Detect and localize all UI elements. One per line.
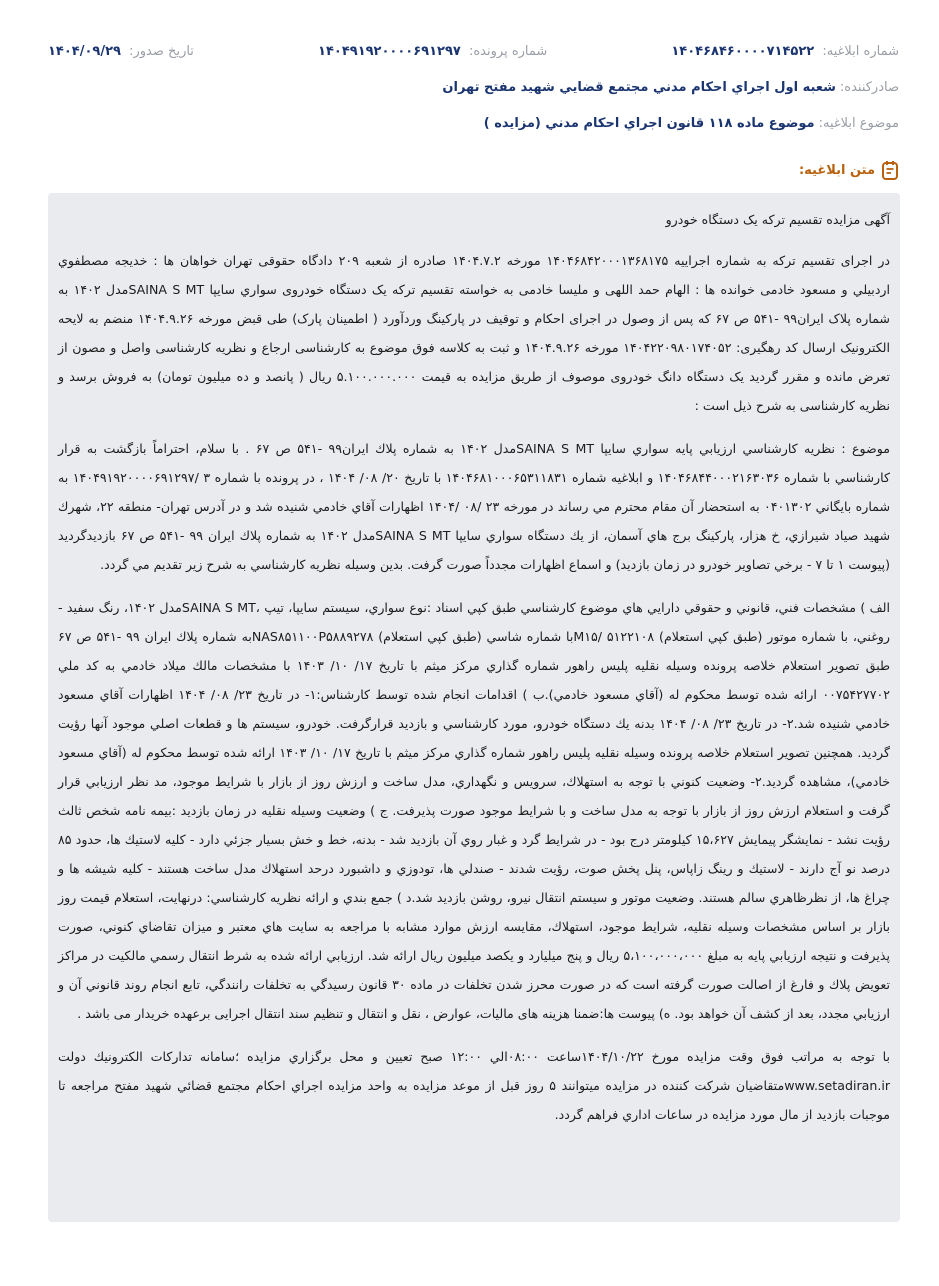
subject-row (48, 116, 899, 131)
notice-paragraph: موضوع : نظريه كارشناسي ارزيابي پايه سواري سايپا SAINA S MTمدل ۱۴۰۲ به شماره پلاك ايران۹۹ -۵۴۱ ص ۶۷ . با سلام، احتراماً بازگشت به قرار كارشناسي با شماره ۱۴۰۴۶۸۴۴۰۰۰۲۱۶۳۰۳۶ و ابلاغيه شماره ۱۴۰۴۶۸۱۰۰۰۶۵۳۱۱۸۳۱ با تاريخ ۲۰/ ۰۸/ ۱۴۰۴ ، در پرونده با شماره ۳ /۱۴۰۴۹۱۹۲۰۰۰۰۶۹۱۲۹۷ به شماره بايگاني ۰۴۰۱۳۰۲ به استحضار آن مقام محترم مي رساند در مورخه ۲۳ /۰۸ /۱۴۰۴ اظهارات آقاي خادمي شنيده شد و در آدرس تهران- منطقه ۲۲، شهرك شهيد صياد شيرازي، خ هزار، پاركينگ برج هاي آسمان، از يك دستگاه سواري سايپا SAINA S MTمدل ۱۴۰۲ به شماره پلاك ايران ۹۹ -۵۴۱ ص ۶۷ بازديدگرديد (پيوست ۱ تا ۷ - برخي تصاوير خودرو در زمان بازديد) و اسماع اظهارات مجدداً صورت گرفت. بدين وسيله نظريه كارشناسي به شرح زير تقديم مي گردد. (58, 441, 890, 572)
notice-number-label: شماره ابلاغیه: (822, 44, 899, 59)
case-number-label: شماره پرونده: (468, 44, 548, 59)
notice-text-body (48, 193, 900, 1222)
case-number (318, 44, 547, 59)
case-number-value: ۱۴۰۴۹۱۹۲۰۰۰۰۶۹۱۲۹۷ (318, 44, 461, 59)
notice-paragraph: با توجه به مراتب فوق وقت مزايده مورخ ۱۴۰۴/۱۰/۲۲ساعت ۰۸:۰۰الي ۱۲:۰۰ صبح تعيين و محل برگزاري مزايده ؛سامانه تداركات الكترونيك دولت www.setadiran.irمتقاضيان شركت كننده در مزايده ميتوانند ۵ روز قبل از موعد مزايده به واحد مزايده اجراي احكام مجتمع قضائي شهيد مفتح مراجعه تا موجبات بازديد از مال مورد مزايده در ساعات اداري فراهم گردد. (58, 1049, 891, 1122)
subject-value: موضوع ماده ۱۱۸ قانون اجراي احكام مدني (مزايده ) (483, 116, 815, 131)
issuer-label: صادرکننده: (839, 80, 899, 95)
notice-meta-row (48, 44, 899, 59)
issue-date (48, 44, 194, 59)
issuer-value: شعبه اول اجراي احكام مدني مجتمع قضايي شهيد مفتح تهران (442, 80, 836, 95)
notice-text-title: متن ابلاغیه: (798, 162, 875, 178)
notepad-icon (881, 160, 899, 180)
notice-number (671, 44, 899, 59)
issue-date-value: ۱۴۰۴/۰۹/۲۹ (48, 44, 121, 59)
notice-text-heading (799, 160, 899, 180)
notice-paragraph: الف ) مشخصات فني، قانوني و حقوقي دارايي هاي موضوع كارشناسي طبق كپي اسناد :نوع سواري، سيستم سايپا، تيپ ،SAINA S MTمدل ۱۴۰۲، رنگ سفيد - روغني، با شماره موتور (طبق كپي استعلام) M۱۵/ ۵۱۲۲۱۰۸با شماره شاسي (طبق كپي استعلام) NAS۸۵۱۱۰۰P۵۸۸۹۲۷۸به شماره پلاك ايران ۹۹ -۵۴۱ ص ۶۷ طبق تصوير استعلام خلاصه پرونده وسيله نقليه پليس راهور شماره گذاري مركز ميثم با تاريخ ۱۷/ ۱۰/ ۱۴۰۳ با مشخصات مالك ميلاد خادمي به كد ملي ۰۰۷۵۴۲۷۷۰۲ ارائه شده توسط محكوم له (آقاي مسعود خادمي).ب ) اقدامات انجام شده توسط كارشناس:۱- در تاريخ ۲۳/ ۰۸/ ۱۴۰۴ اظهارات آقاي مسعود خادمي شنيده شد.۲- در تاريخ ۲۳/ ۰۸/ ۱۴۰۴ بدنه يك دستگاه خودرو، مورد كارشناسي و بازديد قرارگرفت. خودرو، سيستم ها و قطعات اصلي موجود آنها رؤيت گرديد. همچنين تصوير استعلام خلاصه پرونده وسيله نقليه پليس راهور شماره گذاري مركز ميثم با تاريخ ۱۷/ ۱۰/ ۱۴۰۳ ارائه شده توسط محكوم له (آقاي مسعود خادمي)، مشاهده گرديد.۲- وضعيت كنوني با توجه به استهلاك، سرويس و نگهداري، مدل ساخت و ارزش روز از بازار با شرايط موجود، مد نظر ارزيابي قرار گرفت و استعلام ارزش روز از بازار با توجه به مدل ساخت و با شرايط موجود صورت پذيرفت. ج ) وضعيت وسيله نقليه در زمان بازديد :بيمه نامه شخص ثالث رؤيت نشد - نمايشگر پيمايش ۱۵،۶۲۷ كيلومتر درج بود - در شرايط گرد و غبار روي آن بازديد شد - بدنه، خط و خش بسيار جزئي دارد - كليه لاستيك ها، حدود ۸۵ درصد نو آج دارند - لاستيك و رينگ زاپاس، پنل پخش صوت، رؤيت شدند - صندلي ها، تودوزي و داشبورد درحد استهلاك مدل ساخت هستند - كليه شيشه ها و چراغ ها، از نظرظاهري سالم هستند. وضعيت موتور و سيستم انتقال نيرو، روشن بازديد شد.د ) جمع بندي و ارائه نظريه كارشناسي: درنهايت، استعلام قيمت روز بازار بر اساس مشخصات وسيله نقليه، شرايط موجود، استهلاك، مقايسه ارزش موارد مشابه با مراجعه به سايت هاي معتبر و ميزان تقاضاي كنوني، صورت پذيرفت و نتيجه ارزيابي پايه به مبلغ ۵،۱۰۰،۰۰۰،۰۰۰ ريال و پنج ميليارد و يكصد ميليون ريال ارائه شد. ارزيابي ارائه شده به شرط انتقال رسمي مالكيت در مراكز تعويض پلاك و فارغ از اصالت صورت گرفته است كه در صورت محرز شدن تخلفات در ماده ۳۰ قانون رسيدگي به تخلفات رانندگي، تابع انجام روند قانوني آن و ارزيابي مجدد، بعد از كشف آن خواهد بود. ه) پيوست ها:ضمنا هزینه های مالیات، عوارض ، نقل و انتقال و تنظیم سند انتقال اجرایی برعهده خریدار می باشد . (58, 600, 891, 1021)
notice-paragraph: در اجرای تقسیم ترکه به شماره اجراییه ۱۴۰۴۶۸۴۲۰۰۰۱۳۶۸۱۷۵ مورخه ۱۴۰۴.۷.۲ صادره از شعبه ۲۰۹ دادگاه حقوقی تهران خواهان ها : خدیجه مصطفوي اردبيلي و مسعود خادمی خوانده ها : الهام حمد اللهی و ملیسا خادمی به خواسته تقسیم ترکه یک دستگاه خودروی سواري سايپا SAINA S MTمدل ۱۴۰۲ به شماره پلاک ایران۹۹ -۵۴۱ ص ۶۷ که پس از وصول در اجرای احکام و توقیف در پارکینگ وردآورد ( اطمینان پارک) طی قبض مورخه ۱۴۰۴.۹.۲۶ منضم به لایحه الکترونیک ارسال کد رهگیری: ۱۴۰۴۲۲۰۹۸۰۱۷۴۰۵۲ مورخه ۱۴۰۴.۹.۲۶ و ثبت به کلاسه فوق موضوع به کارشناسی ارجاع و نظریه کارشناسی واصل و مصون از تعرض مانده و مقرر گردید یک دستگاه دانگ خودروی موصوف از طریق مزایده به قیمت ۵.۱۰۰.۰۰۰.۰۰۰ ریال ( پانصد و ده میلیون تومان) به فروش برسد و نظریه کارشناسی به شرح ذیل است : (58, 253, 891, 413)
notice-number-value: ۱۴۰۴۶۸۴۶۰۰۰۰۷۱۴۵۲۲ (671, 44, 815, 59)
subject-label: موضوع ابلاغیه: (818, 116, 899, 131)
notice-title: آگهی مزایده تقسیم ترکه یک دستگاه خودرو (665, 212, 890, 227)
issuer-row (48, 80, 899, 95)
issue-date-label: تاریخ صدور: (129, 44, 194, 59)
